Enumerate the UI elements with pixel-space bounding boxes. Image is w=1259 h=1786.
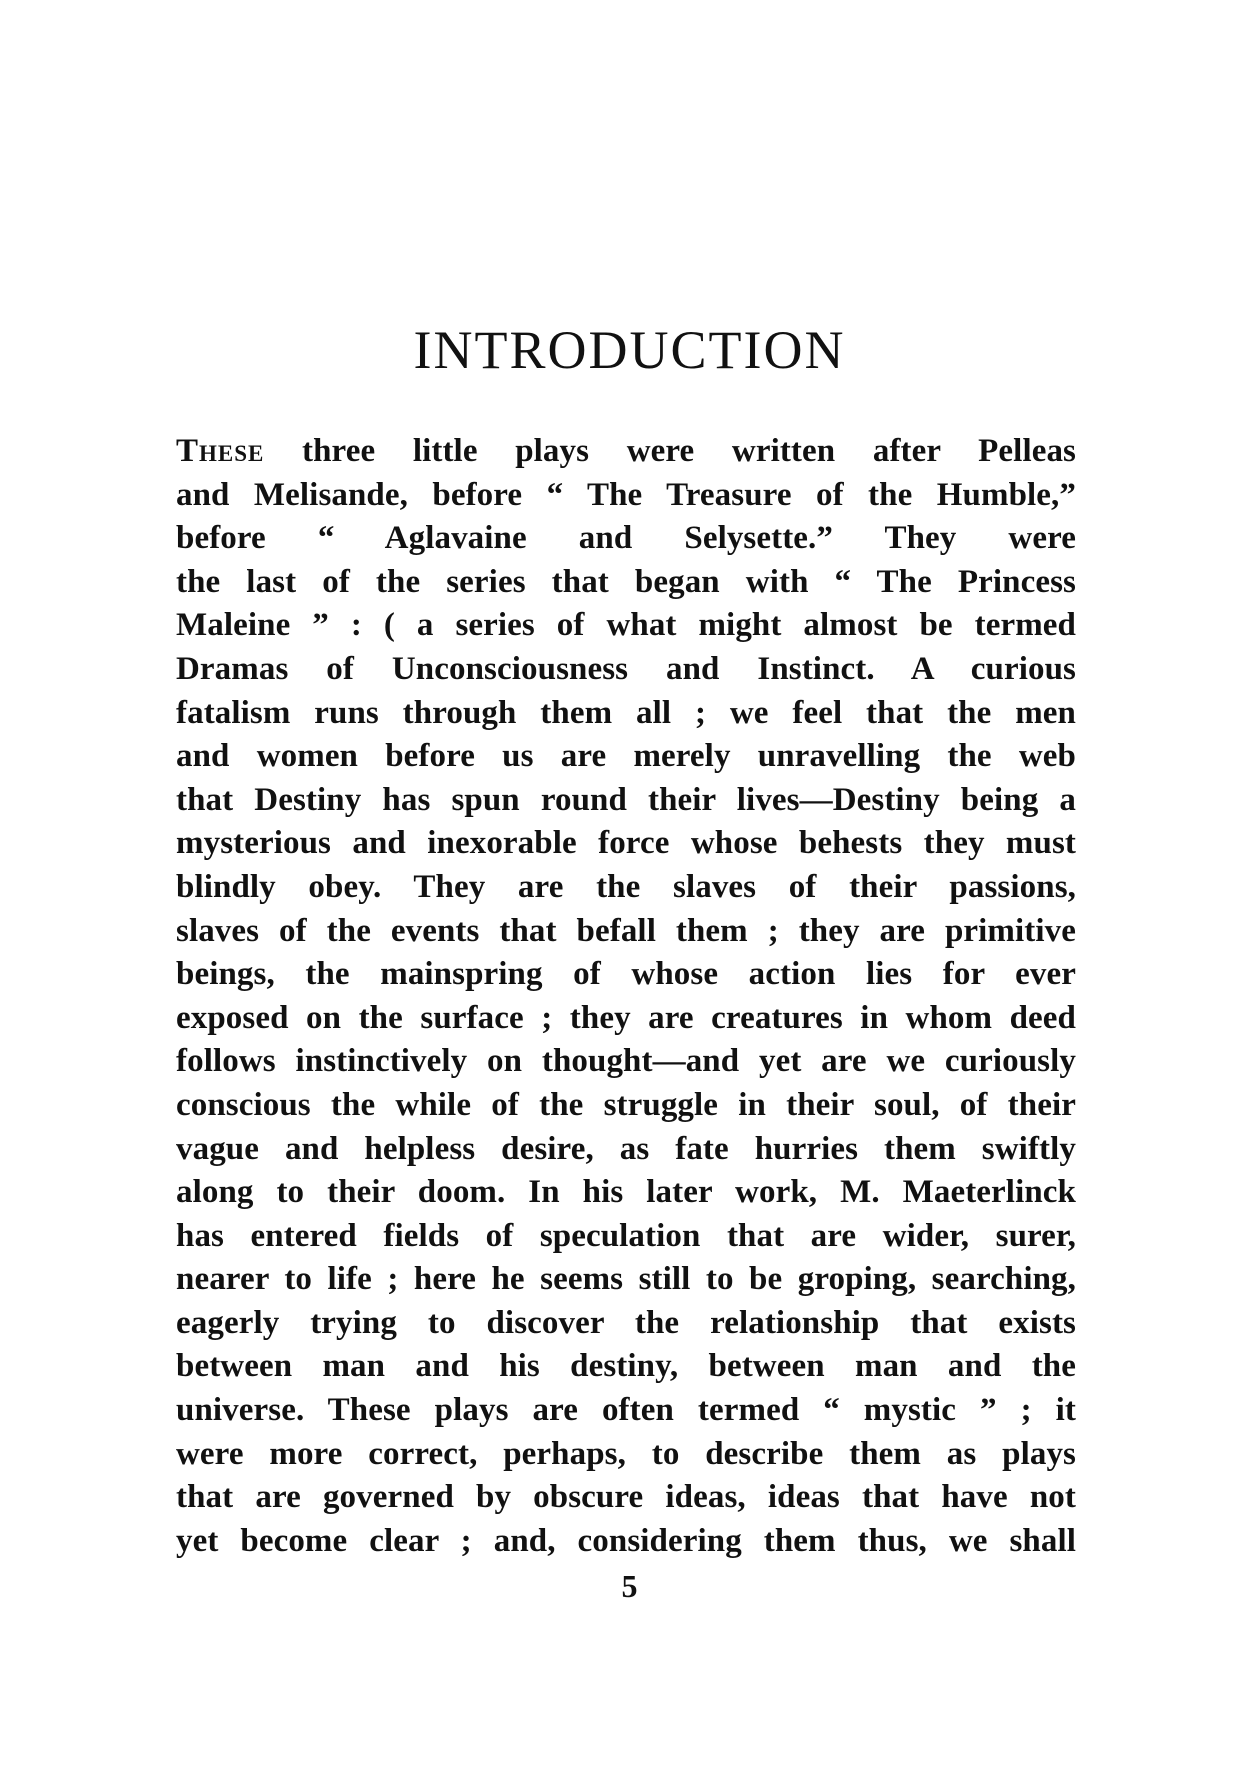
text-line: exposed on the surface ; they are creatures in whom deed <box>176 999 1076 1036</box>
text-line: Dramas of Unconsciousness and Instinct. A curious <box>176 650 1076 687</box>
text-line: mysterious and inexorable force whose behests they must <box>176 825 1076 862</box>
text-line: yet become clear ; and, considering them thus, we shall <box>176 1522 1076 1559</box>
text-line: and women before us are merely unravelling the web <box>176 738 1076 775</box>
text-line: conscious the while of the struggle in their soul, of their <box>176 1086 1076 1123</box>
text-line: eagerly trying to discover the relationship that exists <box>176 1304 1076 1341</box>
text-line: slaves of the events that befall them ; they are primitive <box>176 912 1076 949</box>
text-line: beings, the mainspring of whose action lies for ever <box>176 956 1076 993</box>
text-line <box>176 430 1076 474</box>
text-line: were more correct, perhaps, to describe them as plays <box>176 1435 1076 1472</box>
introduction-text <box>176 430 1076 1563</box>
first-word-small-caps: These <box>176 433 265 469</box>
text-line: vague and helpless desire, as fate hurries them swiftly <box>176 1130 1076 1167</box>
text-line: nearer to life ; here he seems still to be groping, searching, <box>176 1261 1076 1298</box>
text-line: between man and his destiny, between man and the <box>176 1348 1076 1385</box>
page-title: INTRODUCTION <box>413 320 846 380</box>
text-line: blindly obey. They are the slaves of their passions, <box>176 868 1076 905</box>
text-line: and Melisande, before “ The Treasure of the Humble,” <box>176 476 1076 513</box>
text-line: universe. These plays are often termed “ mystic ” ; it <box>176 1392 1076 1429</box>
text-line: has entered fields of speculation that are wider, surer, <box>176 1217 1076 1254</box>
text-line: that are governed by obscure ideas, ideas that have not <box>176 1479 1076 1516</box>
text-line: Maleine ” : ( a series of what might almost be termed <box>176 607 1076 644</box>
text-line-rest: three little plays were written after Pelleas <box>264 433 1076 469</box>
text-line: the last of the series that began with “ The Princess <box>176 563 1076 600</box>
page-number: 5 <box>621 1568 638 1604</box>
text-line: follows instinctively on thought—and yet are we curiously <box>176 1043 1076 1080</box>
text-line: along to their doom. In his later work, M. Maeterlinck <box>176 1174 1076 1211</box>
text-line: fatalism runs through them all ; we feel that the men <box>176 694 1076 731</box>
text-line: that Destiny has spun round their lives—Destiny being a <box>176 781 1076 818</box>
text-line: before “ Aglavaine and Selysette.” They were <box>176 520 1076 557</box>
